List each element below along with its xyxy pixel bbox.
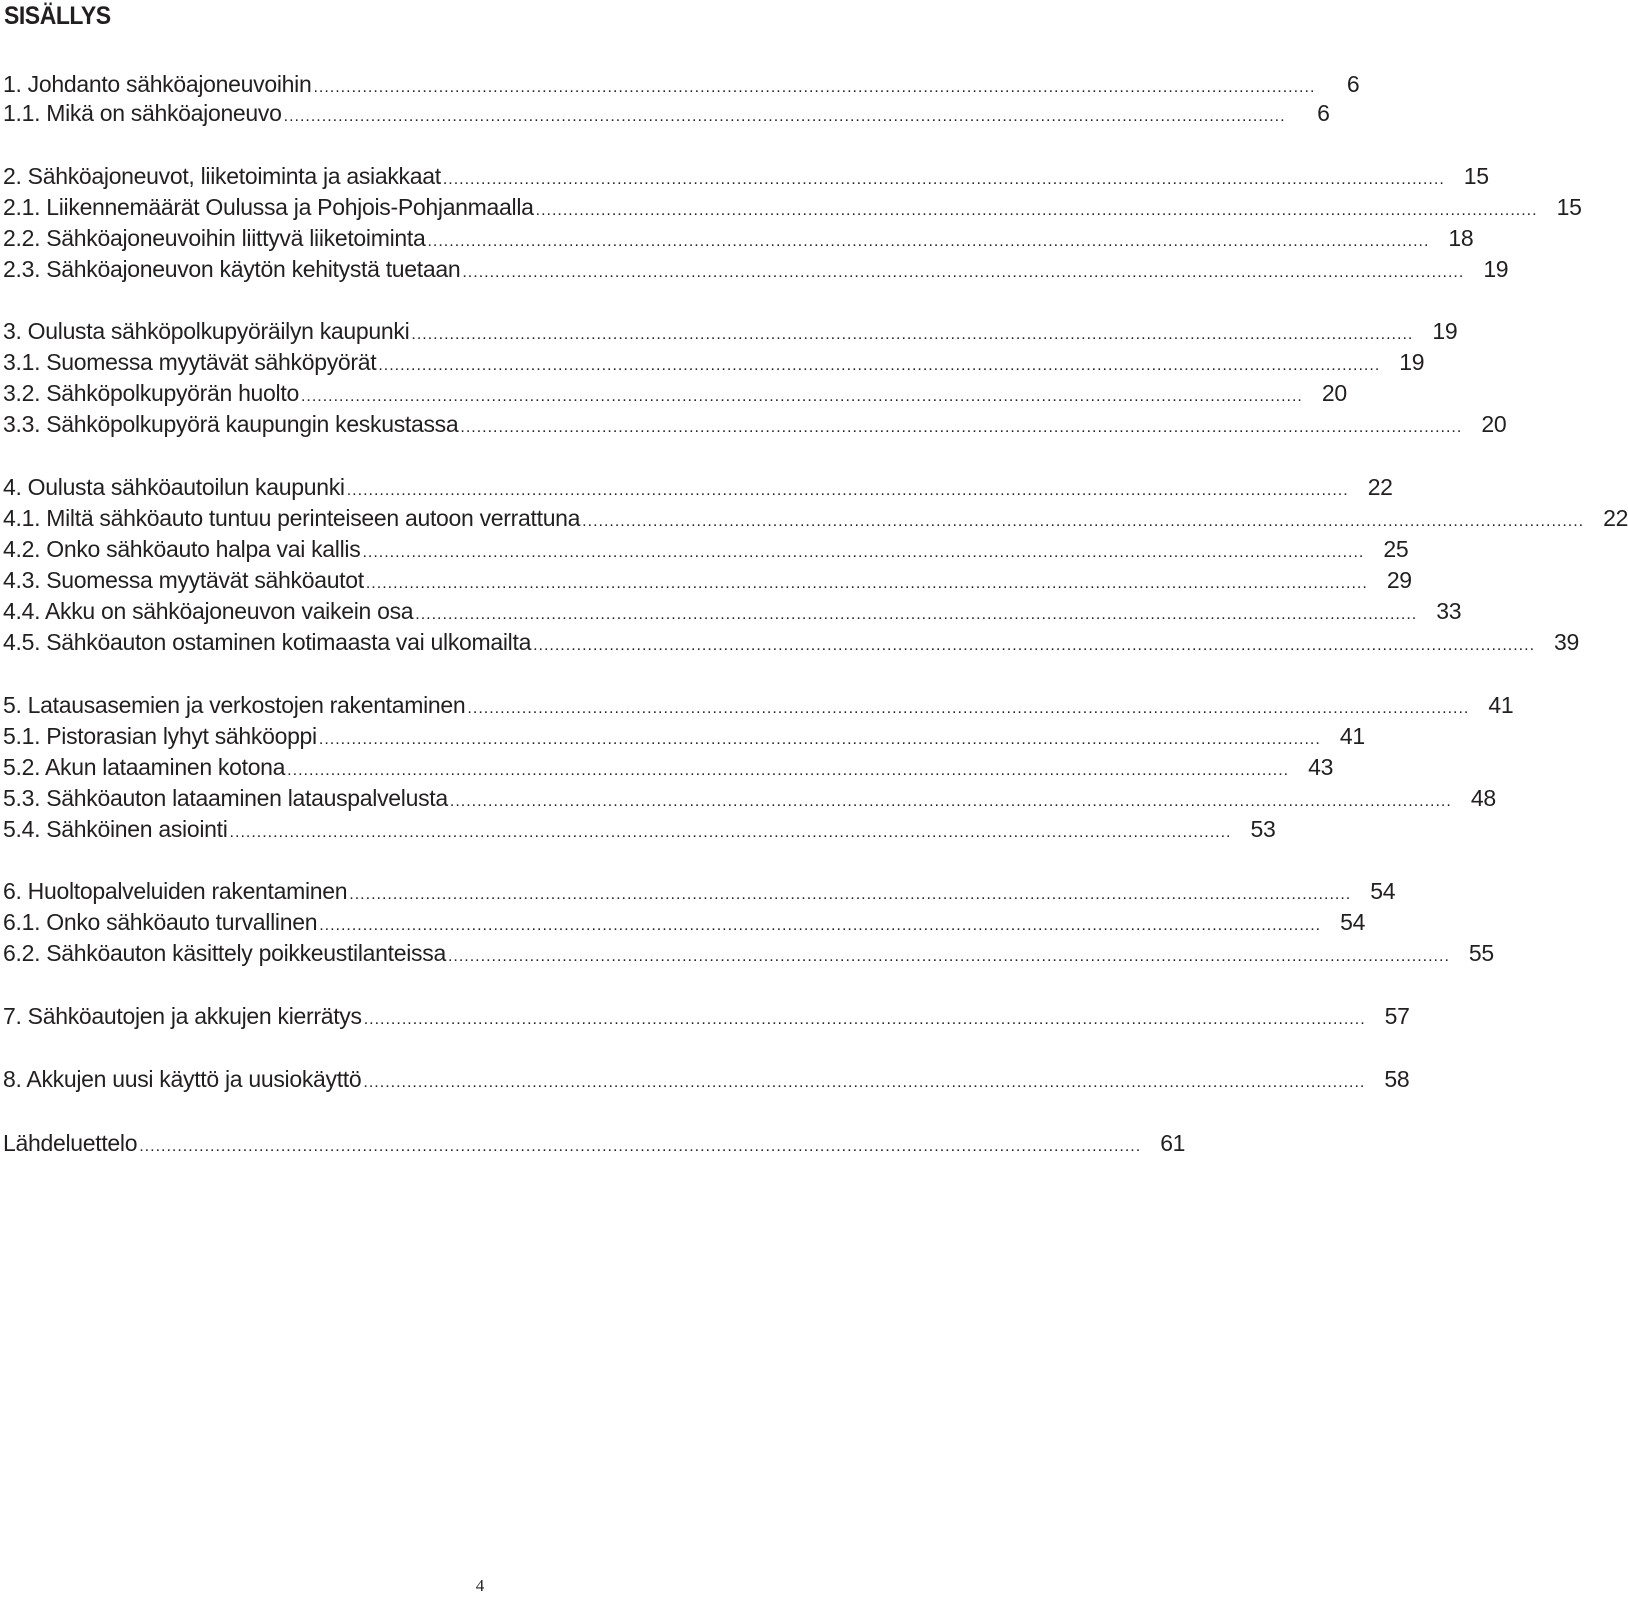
toc-entry[interactable] bbox=[3, 533, 1409, 565]
toc-entry-page: 15 bbox=[1556, 194, 1582, 220]
toc-entry-page: 19 bbox=[1432, 318, 1458, 344]
toc-entry-label: 4.3. Suomessa myytävät sähköautot bbox=[3, 567, 364, 593]
toc-entry-label: 1.1. Mikä on sähköajoneuvo bbox=[3, 100, 282, 126]
toc-leader-dots: ........................................................................................................................................................................................ bbox=[319, 917, 1322, 934]
toc-entry-label: 3.1. Suomessa myytävät sähköpyörät bbox=[3, 349, 377, 375]
toc-entry-page: 29 bbox=[1386, 567, 1412, 593]
toc-entry-label: 4.1. Miltä sähköauto tuntuu perinteiseen autoon verrattuna bbox=[3, 505, 581, 531]
toc-entry-page: 43 bbox=[1308, 754, 1334, 780]
toc-entry-label: 5. Latausasemien ja verkostojen rakentaminen bbox=[3, 692, 466, 718]
toc-leader-dots: ........................................................................................................................................................................................ bbox=[283, 108, 1286, 125]
toc-entry-page: 15 bbox=[1463, 163, 1489, 189]
toc-entry-label: 4.4. Akku on sähköajoneuvon vaikein osa bbox=[3, 598, 414, 624]
toc-entry[interactable] bbox=[3, 315, 1458, 347]
toc-leader-dots: ........................................................................................................................................................................................ bbox=[449, 793, 1452, 810]
toc-entry[interactable] bbox=[3, 782, 1496, 814]
toc-entry[interactable] bbox=[3, 906, 1366, 938]
toc-leader-dots: ........................................................................................................................................................................................ bbox=[447, 948, 1450, 965]
toc-leader-dots: ........................................................................................................................................................................................ bbox=[313, 79, 1316, 96]
toc-leader-dots: ........................................................................................................................................................................................ bbox=[415, 606, 1418, 623]
toc-leader-dots: ........................................................................................................................................................................................ bbox=[365, 575, 1368, 592]
toc-entry[interactable] bbox=[3, 875, 1396, 907]
toc-leader-dots: ........................................................................................................................................................................................ bbox=[462, 264, 1465, 281]
toc-entry[interactable] bbox=[3, 377, 1347, 409]
toc-entry-label: 2.2. Sähköajoneuvoihin liittyvä liiketoiminta bbox=[3, 225, 426, 251]
toc-leader-dots: ........................................................................................................................................................................................ bbox=[378, 357, 1381, 374]
toc-leader-dots: ........................................................................................................................................................................................ bbox=[411, 326, 1414, 343]
toc-entry-label: 2. Sähköajoneuvot, liiketoiminta ja asiakkaat bbox=[3, 163, 441, 189]
toc-entry-label: Lähdeluettelo bbox=[3, 1130, 138, 1156]
toc-entry-label: 5.4. Sähköinen asiointi bbox=[3, 816, 228, 842]
toc-entry-label: 6. Huoltopalveluiden rakentaminen bbox=[3, 878, 348, 904]
toc-leader-dots: ........................................................................................................................................................................................ bbox=[533, 637, 1536, 654]
toc-leader-dots: ........................................................................................................................................................................................ bbox=[363, 1074, 1366, 1091]
toc-entry[interactable] bbox=[3, 564, 1412, 596]
toc-entry[interactable] bbox=[3, 626, 1580, 658]
toc-leader-dots: ........................................................................................................................................................................................ bbox=[346, 482, 1349, 499]
toc-entry[interactable] bbox=[3, 408, 1507, 440]
toc-entry-label: 4.5. Sähköauton ostaminen kotimaasta vai ulkomailta bbox=[3, 629, 532, 655]
toc-entry[interactable] bbox=[3, 68, 1360, 100]
toc-leader-dots: ........................................................................................................................................................................................ bbox=[318, 731, 1321, 748]
toc-entry-page: 20 bbox=[1481, 411, 1507, 437]
toc-entry-label: 3.3. Sähköpolkupyörä kaupungin keskustassa bbox=[3, 411, 459, 437]
toc-entry[interactable] bbox=[3, 689, 1514, 721]
toc-entry-page: 57 bbox=[1384, 1003, 1410, 1029]
toc-entry[interactable] bbox=[3, 1063, 1410, 1095]
toc-leader-dots: ........................................................................................................................................................................................ bbox=[460, 419, 1463, 436]
toc-entry-page: 39 bbox=[1554, 629, 1580, 655]
toc-entry[interactable] bbox=[3, 97, 1330, 129]
toc-entry-page: 18 bbox=[1448, 225, 1474, 251]
toc-entry-label: 3.2. Sähköpolkupyörän huolto bbox=[3, 380, 299, 406]
toc-entry[interactable] bbox=[3, 191, 1582, 223]
toc-entry-page: 54 bbox=[1370, 878, 1396, 904]
toc-entry-page: 6 bbox=[1346, 71, 1360, 97]
toc-entry-label: 7. Sähköautojen ja akkujen kierrätys bbox=[3, 1003, 362, 1029]
toc-entry[interactable] bbox=[3, 595, 1462, 627]
toc-entry-page: 48 bbox=[1470, 785, 1496, 811]
toc-entry-label: 1. Johdanto sähköajoneuvoihin bbox=[3, 71, 312, 97]
toc-entry-page: 22 bbox=[1367, 474, 1393, 500]
toc-entry-label: 4.2. Onko sähköauto halpa vai kallis bbox=[3, 536, 361, 562]
toc-entry-page: 20 bbox=[1321, 380, 1347, 406]
page-title: SISÄLLYS bbox=[4, 2, 111, 30]
toc-entry-page: 22 bbox=[1603, 505, 1628, 531]
toc-entry-label: 2.3. Sähköajoneuvon käytön kehitystä tuetaan bbox=[3, 256, 461, 282]
toc-entry[interactable] bbox=[3, 222, 1474, 254]
toc-entry-page: 54 bbox=[1340, 909, 1366, 935]
toc-leader-dots: ........................................................................................................................................................................................ bbox=[535, 202, 1538, 219]
toc-entry[interactable] bbox=[3, 253, 1509, 285]
toc-entry-page: 58 bbox=[1384, 1066, 1410, 1092]
toc-entry-label: 8. Akkujen uusi käyttö ja uusiokäyttö bbox=[3, 1066, 362, 1092]
toc-entry-page: 61 bbox=[1160, 1130, 1186, 1156]
toc-leader-dots: ........................................................................................................................................................................................ bbox=[287, 762, 1290, 779]
toc-entry[interactable] bbox=[3, 813, 1276, 845]
toc-entry-page: 19 bbox=[1483, 256, 1509, 282]
page-number: 4 bbox=[475, 1576, 485, 1595]
toc-leader-dots: ........................................................................................................................................................................................ bbox=[139, 1138, 1142, 1155]
toc-entry-label: 4. Oulusta sähköautoilun kaupunki bbox=[3, 474, 345, 500]
toc-entry[interactable] bbox=[3, 937, 1494, 969]
toc-entry-label: 5.2. Akun lataaminen kotona bbox=[3, 754, 286, 780]
toc-entry-label: 2.1. Liikennemäärät Oulussa ja Pohjois-Pohjanmaalla bbox=[3, 194, 534, 220]
toc-entry[interactable] bbox=[3, 471, 1393, 503]
toc-entry[interactable] bbox=[3, 720, 1365, 752]
toc-entry-page: 6 bbox=[1317, 100, 1330, 126]
toc-entry-page: 55 bbox=[1468, 940, 1494, 966]
toc-leader-dots: ........................................................................................................................................................................................ bbox=[300, 388, 1303, 405]
toc-entry-page: 19 bbox=[1399, 349, 1425, 375]
toc-entry-page: 53 bbox=[1250, 816, 1276, 842]
toc-entry-page: 33 bbox=[1436, 598, 1462, 624]
toc-entry-label: 5.1. Pistorasian lyhyt sähköoppi bbox=[3, 723, 317, 749]
toc-entry[interactable] bbox=[3, 346, 1425, 378]
toc-leader-dots: ........................................................................................................................................................................................ bbox=[442, 171, 1445, 188]
toc-entry-page: 41 bbox=[1488, 692, 1514, 718]
toc-entry-label: 3. Oulusta sähköpolkupyöräilyn kaupunki bbox=[3, 318, 410, 344]
toc-leader-dots: ........................................................................................................................................................................................ bbox=[349, 886, 1352, 903]
toc-leader-dots: ........................................................................................................................................................................................ bbox=[427, 233, 1430, 250]
toc-entry-label: 6.1. Onko sähköauto turvallinen bbox=[3, 909, 318, 935]
toc-leader-dots: ........................................................................................................................................................................................ bbox=[362, 544, 1365, 561]
toc-entry[interactable] bbox=[3, 1127, 1186, 1159]
toc-entry-page: 41 bbox=[1339, 723, 1365, 749]
toc-leader-dots: ........................................................................................................................................................................................ bbox=[229, 824, 1232, 841]
toc-leader-dots: ........................................................................................................................................................................................ bbox=[582, 513, 1585, 530]
toc-entry-page: 25 bbox=[1383, 536, 1409, 562]
toc-entry[interactable] bbox=[3, 160, 1489, 192]
toc-entry-label: 6.2. Sähköauton käsittely poikkeustilanteissa bbox=[3, 940, 446, 966]
toc-leader-dots: ........................................................................................................................................................................................ bbox=[467, 700, 1470, 717]
toc-entry[interactable] bbox=[3, 502, 1628, 534]
toc-leader-dots: ........................................................................................................................................................................................ bbox=[363, 1011, 1366, 1028]
toc-entry-label: 5.3. Sähköauton lataaminen latauspalvelusta bbox=[3, 785, 448, 811]
toc-entry[interactable] bbox=[3, 751, 1334, 783]
toc-entry[interactable] bbox=[3, 1000, 1410, 1032]
